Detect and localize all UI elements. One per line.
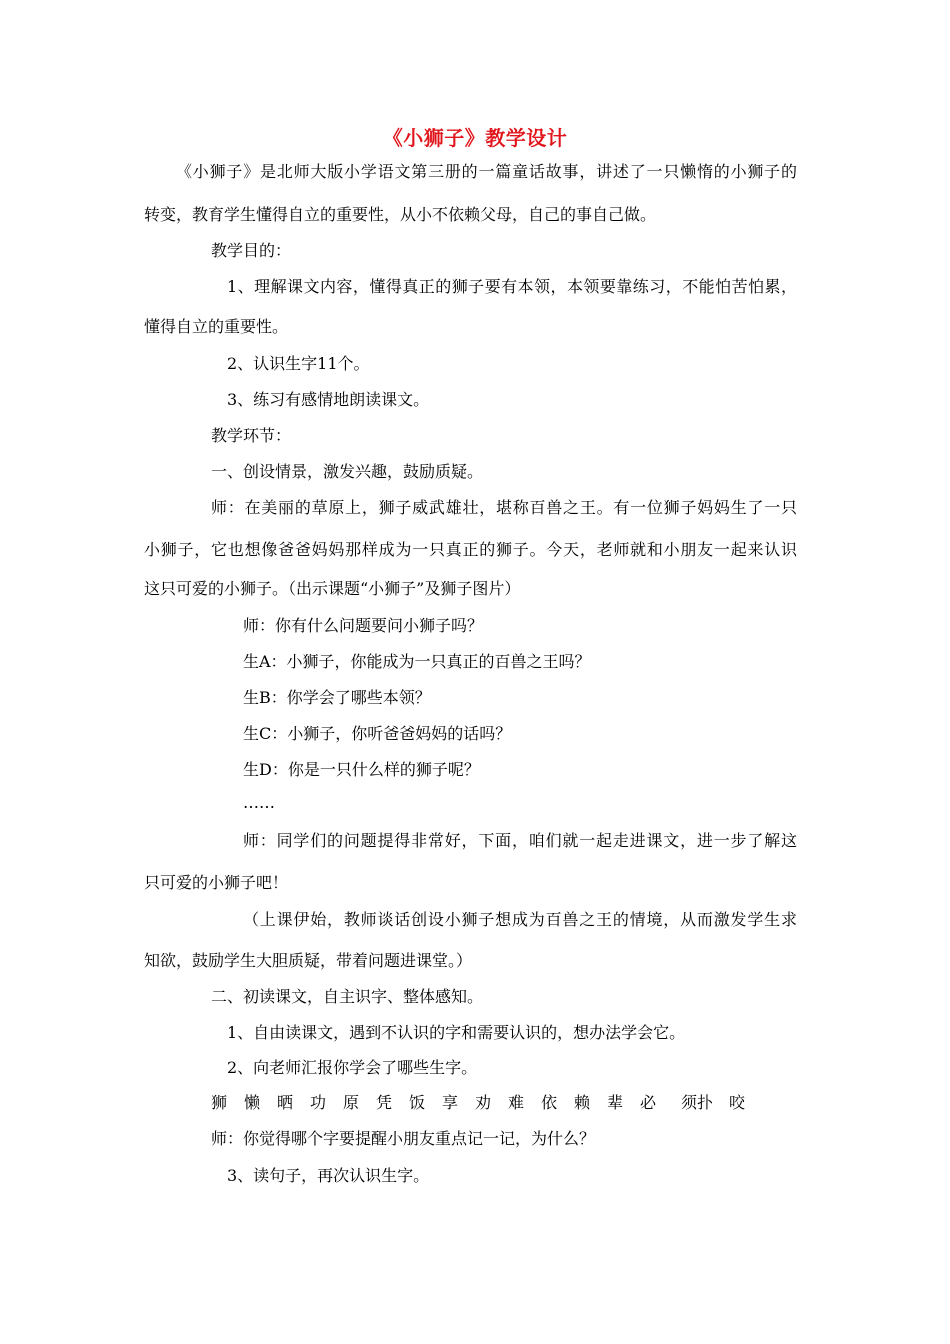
teacher-intro-line-1: 师：在美丽的草原上，狮子威武雄壮，堪称百兽之王。有一位狮子妈妈生了一只 (211, 498, 797, 517)
student-d: 生D：你是一只什么样的狮子呢？ (243, 760, 480, 779)
design-note-line-1: （上课伊始，教师谈话创设小狮子想成为百兽之王的情境，从而激发学生求 (243, 910, 797, 929)
reading-task-3: 3、读句子，再次认识生字。 (227, 1166, 430, 1185)
new-character: 劝 (475, 1093, 492, 1112)
new-character: 晒 (277, 1093, 294, 1112)
intro-line-2: 转变，教育学生懂得自立的重要性，从小不依赖父母，自己的事自己做。 (144, 205, 657, 224)
goal-1-line-1: 1、理解课文内容，懂得真正的狮子要有本领，本领要靠练习，不能怕苦怕累， (227, 277, 797, 296)
teacher-intro-line-2: 小狮子，它也想像爸爸妈妈那样成为一只真正的狮子。今天，老师就和小朋友一起来认识 (144, 540, 797, 559)
goals-heading: 教学目的： (211, 241, 292, 260)
new-character: 功 (310, 1093, 327, 1112)
intro-line-1: 《小狮子》是北师大版小学语文第三册的一篇童话故事，讲述了一只懒惰的小狮子的 (176, 162, 797, 181)
ellipsis: …… (243, 793, 275, 812)
teacher-character-question: 师：你觉得哪个字要提醒小朋友重点记一记，为什么？ (211, 1129, 596, 1148)
design-note-line-2: 知欲，鼓励学生大胆质疑，带着问题进课堂。） (144, 951, 473, 970)
new-character: 须扑 (681, 1093, 714, 1112)
new-character: 狮 (211, 1093, 228, 1112)
teacher-transition-line-2: 只可爱的小狮子吧！ (144, 873, 289, 892)
step-1-heading: 一、创设情景，激发兴趣，鼓励质疑。 (211, 462, 484, 481)
steps-heading: 教学环节： (211, 426, 292, 445)
student-c: 生C：小狮子，你听爸爸妈妈的话吗？ (243, 724, 512, 743)
new-character: 赖 (574, 1093, 591, 1112)
teacher-intro-line-3: 这只可爱的小狮子。（出示课题“小狮子”及狮子图片） (144, 579, 521, 598)
new-character: 难 (508, 1093, 525, 1112)
new-character: 懒 (244, 1093, 261, 1112)
step-2-heading: 二、初读课文，自主识字、整体感知。 (211, 987, 484, 1006)
goal-3: 3、练习有感情地朗读课文。 (227, 390, 430, 409)
new-character: 依 (541, 1093, 558, 1112)
new-character: 享 (442, 1093, 459, 1112)
new-character: 饭 (409, 1093, 426, 1112)
new-character: 辈 (607, 1093, 624, 1112)
new-character: 咬 (729, 1093, 746, 1112)
reading-task-1: 1、自由读课文，遇到不认识的字和需要认识的，想办法学会它。 (227, 1023, 686, 1042)
reading-task-2: 2、向老师汇报你学会了哪些生字。 (227, 1058, 478, 1077)
student-a: 生A：小狮子，你能成为一只真正的百兽之王吗？ (243, 652, 591, 671)
student-b: 生B：你学会了哪些本领？ (243, 688, 431, 707)
new-character: 凭 (376, 1093, 393, 1112)
teacher-transition-line-1: 师：同学们的问题提得非常好，下面，咱们就一起走进课文，进一步了解这 (243, 831, 797, 850)
new-character: 必 (640, 1093, 657, 1112)
document-title: 《小狮子》教学设计 (382, 126, 568, 150)
teacher-question: 师：你有什么问题要问小狮子吗？ (243, 616, 484, 635)
goal-2: 2、认识生字11个。 (227, 354, 370, 373)
goal-1-line-2: 懂得自立的重要性。 (144, 317, 289, 336)
new-character: 原 (343, 1093, 360, 1112)
